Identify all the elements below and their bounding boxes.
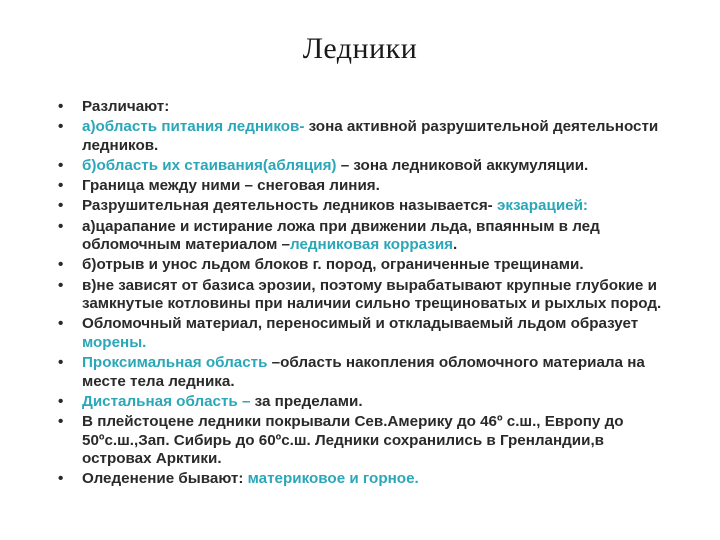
list-item bbox=[58, 256, 668, 275]
list-item bbox=[58, 393, 668, 412]
list-item bbox=[58, 157, 668, 176]
list-item bbox=[58, 197, 668, 216]
bullet-icon: • bbox=[58, 156, 64, 174]
item-text: за пределами. bbox=[250, 392, 363, 410]
bullet-list bbox=[58, 98, 668, 491]
list-item bbox=[58, 315, 668, 352]
list-item bbox=[58, 354, 668, 391]
item-text: . bbox=[453, 236, 458, 254]
bullet-icon: • bbox=[58, 197, 64, 215]
bullet-icon: • bbox=[58, 177, 64, 195]
item-text: а)царапание и истирание ложа при движении льда, впаянным в лед обломочным материалом – bbox=[82, 217, 600, 254]
item-text: – зона ледниковой аккумуляции. bbox=[336, 156, 589, 174]
item-text: В плейстоцене ледники покрывали Сев.Америку до 46º с.ш., Европу до 50ºс.ш.,Зап. Сибирь до 60ºс.ш. Ледники сохранились в Гренландии,в островах Арктики. bbox=[82, 413, 624, 468]
list-item bbox=[58, 470, 668, 489]
item-text: Обломочный материал, переносимый и откладываемый льдом образует bbox=[82, 315, 639, 333]
item-text: б)отрыв и унос льдом блоков г. пород, ограниченные трещинами. bbox=[82, 256, 584, 274]
bullet-icon: • bbox=[58, 413, 64, 431]
list-item bbox=[58, 98, 668, 117]
item-text: в)не зависят от базиса эрозии, поэтому вырабатывают крупные глубокие и замкнутые котловины при наличии сильно трещиноватых и рыхлых пород. bbox=[82, 276, 662, 313]
list-item bbox=[58, 413, 668, 469]
item-text: Граница между ними – снеговая линия. bbox=[82, 177, 380, 195]
highlighted-text: б)область их стаивания(абляция) bbox=[82, 156, 337, 174]
highlighted-text: материковое и горное. bbox=[247, 470, 419, 488]
list-item bbox=[58, 118, 668, 155]
bullet-icon: • bbox=[58, 276, 64, 294]
slide-title: Ледники bbox=[302, 32, 418, 65]
item-text: Различают: bbox=[82, 98, 170, 115]
bullet-icon: • bbox=[58, 118, 64, 136]
item-text: зона активной разрушительной деятельности ледников. bbox=[82, 118, 659, 154]
item-text: Разрушительная деятельность ледников называется- bbox=[82, 197, 497, 215]
bullet-icon: • bbox=[58, 256, 64, 274]
bullet-icon: • bbox=[58, 392, 64, 410]
highlighted-text: экзарацией: bbox=[496, 197, 588, 215]
highlighted-text: ледниковая корразия bbox=[290, 236, 454, 254]
highlighted-text: морены. bbox=[82, 333, 147, 351]
bullet-icon: • bbox=[58, 470, 64, 488]
list-item bbox=[58, 277, 668, 314]
item-text: Оледенение бывают: bbox=[82, 470, 248, 488]
bullet-icon: • bbox=[58, 315, 64, 333]
list-item bbox=[58, 218, 668, 255]
list-item bbox=[58, 177, 668, 196]
bullet-icon: • bbox=[58, 98, 64, 115]
highlighted-text: Проксимальная область bbox=[82, 354, 268, 372]
highlighted-text: Дистальная область – bbox=[82, 392, 251, 410]
highlighted-text: а)область питания ледников- bbox=[82, 118, 305, 136]
item-text: –область накопления обломочного материала на месте тела ледника. bbox=[82, 354, 645, 390]
bullet-icon: • bbox=[58, 217, 64, 235]
bullet-icon: • bbox=[58, 354, 64, 372]
